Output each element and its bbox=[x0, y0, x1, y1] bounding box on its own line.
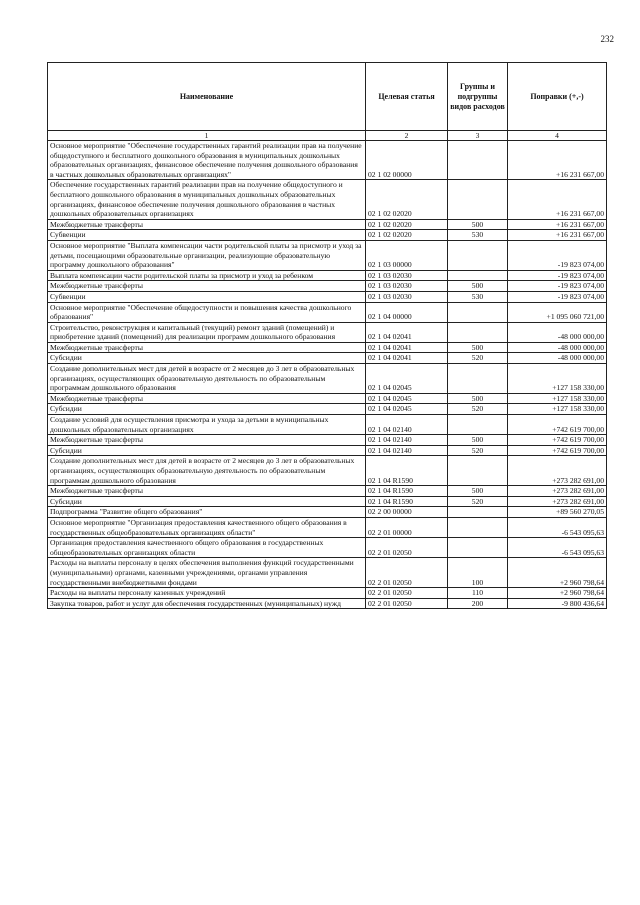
cell-group bbox=[448, 507, 508, 518]
table-row bbox=[48, 486, 607, 497]
cell-code: 02 2 01 00000 bbox=[366, 517, 448, 537]
cell-group bbox=[448, 415, 508, 435]
column-number: 4 bbox=[508, 131, 607, 141]
cell-amount: -19 823 074,00 bbox=[508, 270, 607, 281]
cell-group: 110 bbox=[448, 588, 508, 599]
cell-code: 02 2 01 02050 bbox=[366, 588, 448, 599]
cell-name: Закупка товаров, работ и услуг для обеспечения государственных (муниципальных) нужд bbox=[48, 598, 366, 609]
cell-name: Субсидии bbox=[48, 404, 366, 415]
column-number: 2 bbox=[366, 131, 448, 141]
cell-name: Организация предоставления качественного общего образования в государственных общеобразовательных организациях области bbox=[48, 538, 366, 558]
table-row bbox=[48, 342, 607, 353]
table-row bbox=[48, 558, 607, 588]
cell-group bbox=[448, 517, 508, 537]
cell-name: Субсидии bbox=[48, 445, 366, 456]
cell-group: 520 bbox=[448, 445, 508, 456]
cell-code: 02 1 03 02030 bbox=[366, 270, 448, 281]
cell-group bbox=[448, 180, 508, 219]
table-row bbox=[48, 364, 607, 394]
cell-code: 02 1 04 02041 bbox=[366, 342, 448, 353]
cell-group bbox=[448, 364, 508, 394]
cell-code: 02 1 04 02041 bbox=[366, 322, 448, 342]
cell-group bbox=[448, 302, 508, 322]
table-row bbox=[48, 517, 607, 537]
cell-code: 02 1 03 00000 bbox=[366, 240, 448, 270]
cell-group bbox=[448, 240, 508, 270]
cell-name: Основное мероприятие "Организация предоставления качественного общего образования в государственных общеобразовательных организациях области" bbox=[48, 517, 366, 537]
cell-name: Субсидии bbox=[48, 496, 366, 507]
cell-name: Расходы на выплаты персоналу в целях обеспечения выполнения функций государственными (муниципальными) органами, казенными учреждениями, органами управления государственными внебюджетными фондами bbox=[48, 558, 366, 588]
table-row bbox=[48, 180, 607, 219]
cell-name: Расходы на выплаты персоналу казенных учреждений bbox=[48, 588, 366, 599]
cell-amount: +127 158 330,00 bbox=[508, 404, 607, 415]
cell-name: Межбюджетные трансферты bbox=[48, 342, 366, 353]
cell-code: 02 1 04 02041 bbox=[366, 353, 448, 364]
table-row bbox=[48, 302, 607, 322]
cell-group: 500 bbox=[448, 342, 508, 353]
header-amount: Поправки (+,-) bbox=[508, 63, 607, 131]
cell-code: 02 2 01 02050 bbox=[366, 558, 448, 588]
cell-amount: +16 231 667,00 bbox=[508, 230, 607, 241]
cell-name: Основное мероприятие "Выплата компенсации части родительской платы за присмотр и уход за детьми, посещающими образовательные организации, реализующие образовательную программу дошкольного образования" bbox=[48, 240, 366, 270]
cell-group: 520 bbox=[448, 404, 508, 415]
table-row bbox=[48, 456, 607, 486]
cell-code: 02 1 02 02020 bbox=[366, 180, 448, 219]
cell-code: 02 1 04 02045 bbox=[366, 393, 448, 404]
table-row bbox=[48, 141, 607, 180]
cell-name: Строительство, реконструкция и капитальный (текущий) ремонт зданий (помещений) и приобретение зданий (помещений) для реализации программ дошкольного образования bbox=[48, 322, 366, 342]
cell-code: 02 2 01 02050 bbox=[366, 598, 448, 609]
cell-code: 02 1 04 02045 bbox=[366, 404, 448, 415]
table-row bbox=[48, 291, 607, 302]
cell-name: Подпрограмма "Развитие общего образования" bbox=[48, 507, 366, 518]
cell-amount: +273 282 691,00 bbox=[508, 486, 607, 497]
cell-group bbox=[448, 141, 508, 180]
cell-amount: +742 619 700,00 bbox=[508, 435, 607, 446]
table-row bbox=[48, 353, 607, 364]
cell-name: Межбюджетные трансферты bbox=[48, 393, 366, 404]
cell-code: 02 1 04 02140 bbox=[366, 445, 448, 456]
cell-name: Основное мероприятие "Обеспечение государственных гарантий реализации прав на получение общедоступного и бесплатного дошкольного образования в муниципальных дошкольных образовательных организациях, финансовое обеспечение получения дошкольного образования в частных дошкольных образовательных организациях" bbox=[48, 141, 366, 180]
cell-amount: +273 282 691,00 bbox=[508, 456, 607, 486]
cell-group: 500 bbox=[448, 486, 508, 497]
cell-name: Межбюджетные трансферты bbox=[48, 435, 366, 446]
cell-amount: +16 231 667,00 bbox=[508, 180, 607, 219]
cell-amount: +2 960 798,64 bbox=[508, 588, 607, 599]
cell-group: 500 bbox=[448, 435, 508, 446]
cell-name: Межбюджетные трансферты bbox=[48, 281, 366, 292]
cell-amount: -9 800 436,64 bbox=[508, 598, 607, 609]
cell-name: Основное мероприятие "Обеспечение общедоступности и повышения качества дошкольного образования" bbox=[48, 302, 366, 322]
cell-amount: +742 619 700,00 bbox=[508, 445, 607, 456]
cell-group bbox=[448, 270, 508, 281]
cell-name: Выплата компенсации части родительской платы за присмотр и уход за ребенком bbox=[48, 270, 366, 281]
cell-amount: -48 000 000,00 bbox=[508, 353, 607, 364]
cell-amount: -48 000 000,00 bbox=[508, 342, 607, 353]
cell-code: 02 1 04 R1590 bbox=[366, 496, 448, 507]
cell-amount: +2 960 798,64 bbox=[508, 558, 607, 588]
cell-code: 02 1 02 02020 bbox=[366, 219, 448, 230]
cell-amount: +89 560 270,05 bbox=[508, 507, 607, 518]
page-number: 232 bbox=[600, 34, 614, 44]
cell-group: 530 bbox=[448, 230, 508, 241]
cell-name: Межбюджетные трансферты bbox=[48, 486, 366, 497]
cell-amount: +127 158 330,00 bbox=[508, 393, 607, 404]
cell-code: 02 1 02 00000 bbox=[366, 141, 448, 180]
column-number: 1 bbox=[48, 131, 366, 141]
cell-amount: -6 543 095,63 bbox=[508, 517, 607, 537]
header-row bbox=[48, 63, 607, 131]
cell-name: Обеспечение государственных гарантий реализации прав на получение общедоступного и бесплатного дошкольного образования в муниципальных дошкольных образовательных организациях, финансовое обеспечение получения дошкольного образования в частных дошкольных образовательных организациях bbox=[48, 180, 366, 219]
budget-table bbox=[47, 62, 607, 609]
column-number: 3 bbox=[448, 131, 508, 141]
cell-amount: -48 000 000,00 bbox=[508, 322, 607, 342]
cell-group: 200 bbox=[448, 598, 508, 609]
table-row bbox=[48, 322, 607, 342]
cell-name: Субсидии bbox=[48, 353, 366, 364]
table-row bbox=[48, 496, 607, 507]
cell-code: 02 1 04 R1590 bbox=[366, 486, 448, 497]
table-row bbox=[48, 415, 607, 435]
cell-code: 02 1 03 02030 bbox=[366, 281, 448, 292]
cell-code: 02 2 00 00000 bbox=[366, 507, 448, 518]
cell-amount: -19 823 074,00 bbox=[508, 291, 607, 302]
cell-group: 500 bbox=[448, 281, 508, 292]
table-row bbox=[48, 435, 607, 446]
table-row bbox=[48, 598, 607, 609]
table-row bbox=[48, 230, 607, 241]
cell-amount: +742 619 700,00 bbox=[508, 415, 607, 435]
cell-code: 02 1 04 02045 bbox=[366, 364, 448, 394]
cell-group: 100 bbox=[448, 558, 508, 588]
header-group: Группы и подгруппы видов расходов bbox=[448, 63, 508, 131]
cell-code: 02 2 01 02050 bbox=[366, 538, 448, 558]
table-row bbox=[48, 281, 607, 292]
cell-code: 02 1 04 R1590 bbox=[366, 456, 448, 486]
table-row bbox=[48, 393, 607, 404]
cell-group bbox=[448, 538, 508, 558]
cell-amount: +16 231 667,00 bbox=[508, 219, 607, 230]
cell-group: 530 bbox=[448, 291, 508, 302]
cell-amount: +1 095 060 721,00 bbox=[508, 302, 607, 322]
cell-group: 520 bbox=[448, 496, 508, 507]
cell-group: 500 bbox=[448, 393, 508, 404]
table-row bbox=[48, 445, 607, 456]
cell-name: Создание дополнительных мест для детей в возрасте от 2 месяцев до 3 лет в образовательных организациях, осуществляющих образовательную деятельность по образовательным программам дошкольного образования bbox=[48, 364, 366, 394]
cell-name: Субвенции bbox=[48, 230, 366, 241]
cell-amount: +127 158 330,00 bbox=[508, 364, 607, 394]
table-row bbox=[48, 219, 607, 230]
cell-name: Создание условий для осуществления присмотра и ухода за детьми в муниципальных дошкольных образовательных организациях bbox=[48, 415, 366, 435]
cell-code: 02 1 03 02030 bbox=[366, 291, 448, 302]
table-row bbox=[48, 240, 607, 270]
cell-group bbox=[448, 456, 508, 486]
cell-group: 500 bbox=[448, 219, 508, 230]
cell-amount: -19 823 074,00 bbox=[508, 281, 607, 292]
cell-name: Субвенции bbox=[48, 291, 366, 302]
cell-code: 02 1 04 00000 bbox=[366, 302, 448, 322]
table-row bbox=[48, 538, 607, 558]
cell-name: Межбюджетные трансферты bbox=[48, 219, 366, 230]
cell-amount: -6 543 095,63 bbox=[508, 538, 607, 558]
cell-amount: +273 282 691,00 bbox=[508, 496, 607, 507]
header-code: Целевая статья bbox=[366, 63, 448, 131]
table-row bbox=[48, 404, 607, 415]
cell-code: 02 1 04 02140 bbox=[366, 435, 448, 446]
cell-code: 02 1 04 02140 bbox=[366, 415, 448, 435]
column-number-row bbox=[48, 131, 607, 141]
table-row bbox=[48, 270, 607, 281]
cell-group: 520 bbox=[448, 353, 508, 364]
header-name: Наименование bbox=[48, 63, 366, 131]
cell-name: Создание дополнительных мест для детей в возрасте от 2 месяцев до 3 лет в образовательных организациях, осуществляющих образовательную деятельность по образовательным программам дошкольного образования bbox=[48, 456, 366, 486]
cell-amount: -19 823 074,00 bbox=[508, 240, 607, 270]
table-row bbox=[48, 588, 607, 599]
cell-amount: +16 231 667,00 bbox=[508, 141, 607, 180]
cell-group bbox=[448, 322, 508, 342]
cell-code: 02 1 02 02020 bbox=[366, 230, 448, 241]
table-row bbox=[48, 507, 607, 518]
